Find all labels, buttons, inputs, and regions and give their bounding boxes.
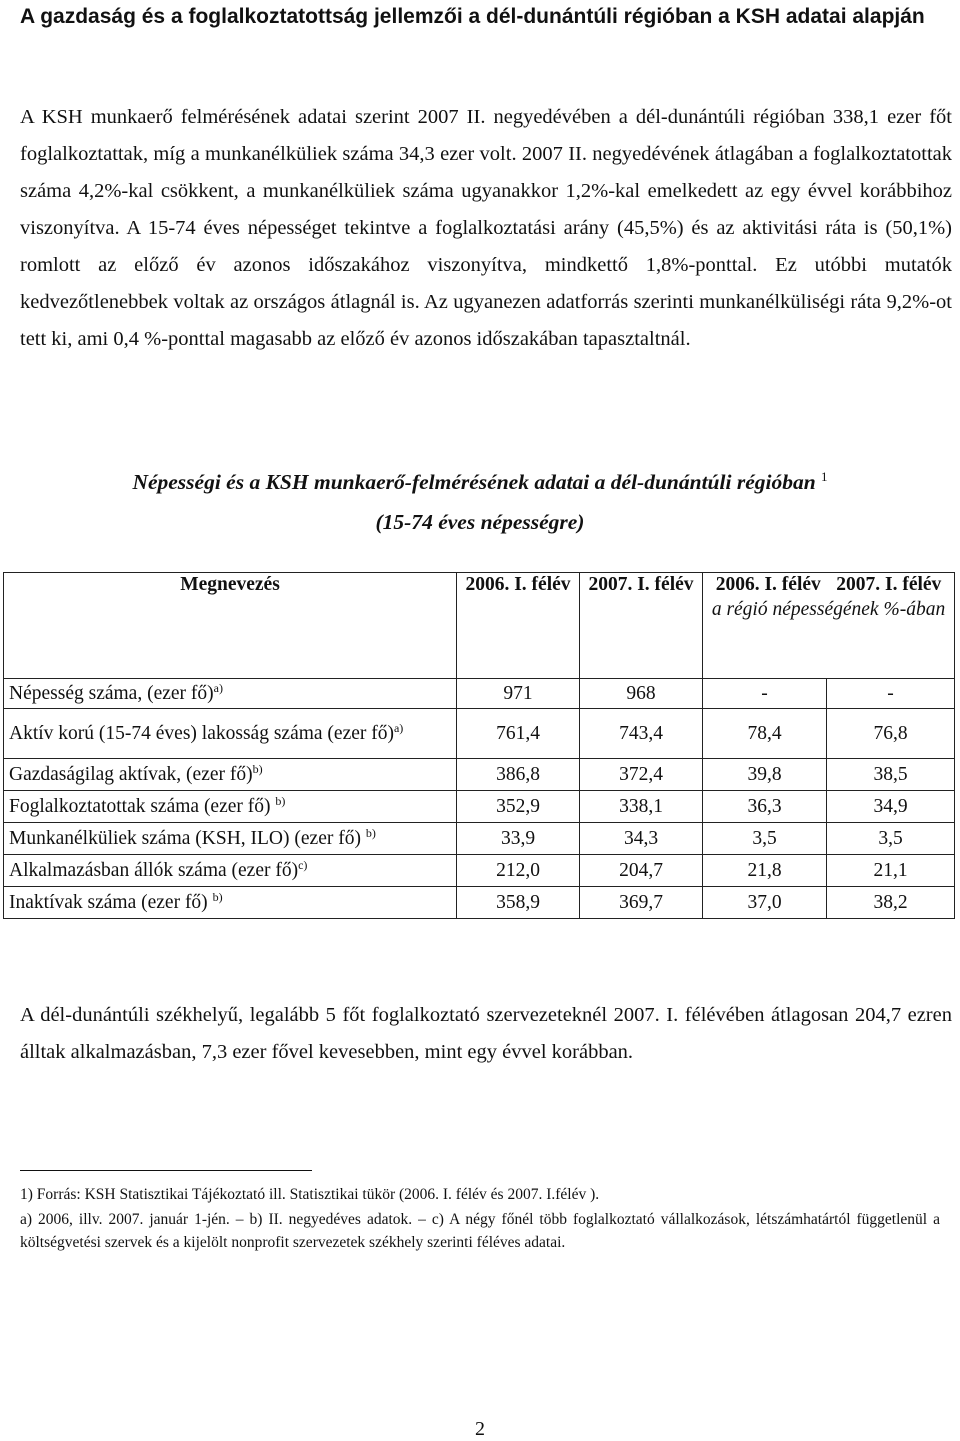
cell: 212,0 bbox=[457, 855, 580, 887]
row-label: Gazdaságilag aktívak, (ezer fő)$^{b)}$ bbox=[4, 759, 457, 791]
header-col-4: 2007. I. félév bbox=[836, 574, 942, 595]
row-label: Aktív korú (15-74 éves) lakosság száma (ezer fő)$^{a)}$ bbox=[4, 709, 457, 759]
row-label: Foglalkoztatottak száma (ezer fő) $^{b)}$ bbox=[4, 791, 457, 823]
cell: 3,5 bbox=[703, 823, 827, 855]
cell: 37,0 bbox=[703, 887, 827, 919]
statistics-table bbox=[3, 572, 955, 919]
cell: 968 bbox=[580, 679, 703, 709]
table-row bbox=[4, 887, 955, 919]
table-row bbox=[4, 791, 955, 823]
table-title bbox=[20, 470, 940, 495]
footnote-divider bbox=[20, 1170, 312, 1171]
table-row bbox=[4, 679, 955, 709]
footnote-notes: a) 2006, illv. 2007. január 1-jén. – b) II. negyedéves adatok. – c) A négy főnél több foglalkoztató vállalkozások, létszámhatártól függetlenül a költségvetési szervek és a kijelölt nonprofit szervezetek székhely szerinti féléves adatai. bbox=[20, 1211, 940, 1251]
cell: 352,9 bbox=[457, 791, 580, 823]
table-row bbox=[4, 759, 955, 791]
cell: 3,5 bbox=[827, 823, 955, 855]
cell: 971 bbox=[457, 679, 580, 709]
cell: - bbox=[827, 679, 955, 709]
cell: 36,3 bbox=[703, 791, 827, 823]
cell: 372,4 bbox=[580, 759, 703, 791]
cell: 338,1 bbox=[580, 791, 703, 823]
cell: 33,9 bbox=[457, 823, 580, 855]
header-percent-note: a régió népességének %-ában bbox=[711, 599, 946, 620]
cell: 34,9 bbox=[827, 791, 955, 823]
header-percent-group bbox=[703, 573, 955, 679]
header-col-3: 2006. I. félév bbox=[715, 574, 821, 595]
page-number: 2 bbox=[475, 1418, 485, 1440]
cell: 204,7 bbox=[580, 855, 703, 887]
cell: 21,8 bbox=[703, 855, 827, 887]
header-col-1: 2006. I. félév bbox=[457, 573, 580, 679]
table-subtitle: (15-74 éves népességre) bbox=[375, 510, 585, 534]
cell: 78,4 bbox=[703, 709, 827, 759]
table-title-footnote-mark: 1 bbox=[821, 469, 828, 484]
cell: 761,4 bbox=[457, 709, 580, 759]
cell: 34,3 bbox=[580, 823, 703, 855]
header-col-2: 2007. I. félév bbox=[580, 573, 703, 679]
intro-paragraph: A KSH munkaerő felmérésének adatai szerint 2007 II. negyedévében a dél-dunántúli régióban 338,1 ezer főt foglalkoztattak, míg a munkanélküliek száma 34,3 ezer volt. 2007 II. negyedévének átlagában a foglalkoztatottak száma 4,2%-kal csökkent, a munkanélküliek száma ugyanakkor 1,2%-kal emelkedett az egy évvel korábbihoz viszonyítva. A 15-74 éves népességet tekintve a foglalkoztatási arány (45,5%) és az aktivitási ráta is (50,1%) romlott az előző év azonos időszakához viszonyítva, mindkettő 1,8%-ponttal. Ez utóbbi mutatók kedvezőtlenebbek voltak az országos átlagnál is. Az ugyanezen adatforrás szerinti munkanélküliségi ráta 9,2%-ot tett ki, ami 0,4 %-ponttal magasabb az előző év azonos időszakában tapasztaltnál. bbox=[20, 106, 952, 350]
cell: 386,8 bbox=[457, 759, 580, 791]
cell: - bbox=[703, 679, 827, 709]
cell: 358,9 bbox=[457, 887, 580, 919]
table-header-row bbox=[4, 573, 955, 679]
cell: 369,7 bbox=[580, 887, 703, 919]
cell: 39,8 bbox=[703, 759, 827, 791]
table-row bbox=[4, 855, 955, 887]
table-row bbox=[4, 823, 955, 855]
cell: 38,5 bbox=[827, 759, 955, 791]
row-label: Népesség száma, (ezer fő)$^{a)}$ bbox=[4, 679, 457, 709]
cell: 76,8 bbox=[827, 709, 955, 759]
table-title-text: Népességi és a KSH munkaerő-felmérésének adatai a dél-dunántúli régióban bbox=[132, 470, 816, 494]
section-heading: A gazdaság és a foglalkoztatottság jellemzői a dél-dunántúli régióban a KSH adatai alapján bbox=[20, 5, 925, 28]
row-label: Inaktívak száma (ezer fő) $^{b)}$ bbox=[4, 887, 457, 919]
cell: 38,2 bbox=[827, 887, 955, 919]
header-name: Megnevezés bbox=[4, 573, 457, 679]
table-row bbox=[4, 709, 955, 759]
closing-paragraph: A dél-dunántúli székhelyű, legalább 5 főt foglalkoztató szervezeteknél 2007. I. félévében átlagosan 204,7 ezren álltak alkalmazásban, 7,3 ezer fővel kevesebben, mint egy évvel korábban. bbox=[20, 1004, 952, 1063]
footnote-source: 1) Forrás: KSH Statisztikai Tájékoztató ill. Statisztikai tükör (2006. I. félév és 2007. I.félév ). bbox=[20, 1186, 600, 1203]
cell: 743,4 bbox=[580, 709, 703, 759]
row-label: Alkalmazásban állók száma (ezer fő)$^{c)}$ bbox=[4, 855, 457, 887]
row-label: Munkanélküliek száma (KSH, ILO) (ezer fő) $^{b)}$ bbox=[4, 823, 457, 855]
cell: 21,1 bbox=[827, 855, 955, 887]
